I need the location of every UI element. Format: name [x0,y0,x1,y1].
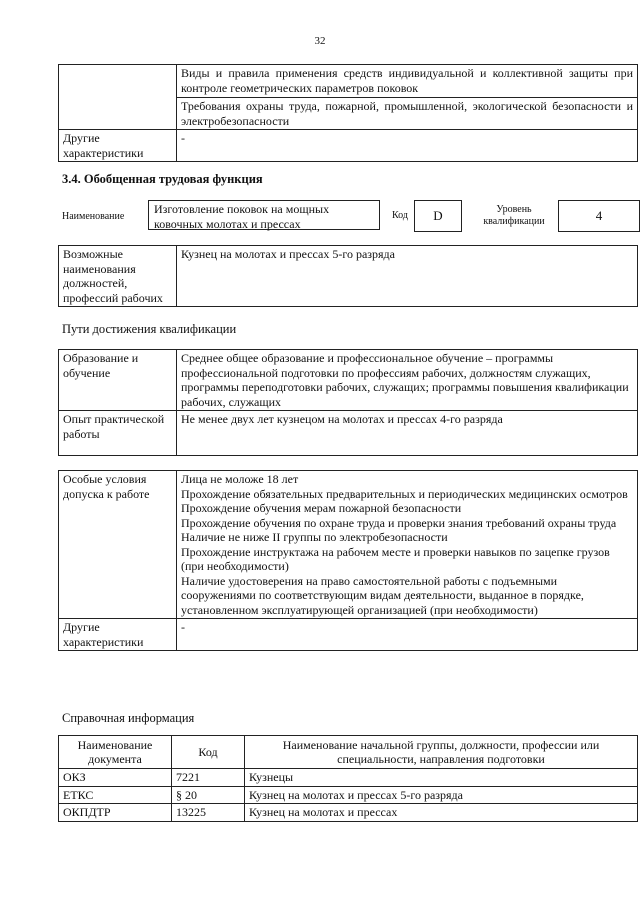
table-cell: ОКПДТР [59,804,172,822]
admission-item: Прохождение обучения по охране труда и проверки знания требований охраны труда [181,515,617,530]
table-cell: 13225 [172,804,245,822]
top-table [58,64,638,162]
level-label: Уровень квалификации [483,204,545,227]
table-cell: Виды и правила применения средств индивидуальной и коллективной защиты при контроле геометрических параметров поковок [177,65,638,98]
admission-items [177,471,638,619]
code-label: Код [392,210,408,221]
admission-label: Особые условия допуска к работе [59,471,177,619]
table-cell: 7221 [172,769,245,787]
table-cell: § 20 [172,786,245,804]
reference-table [58,735,638,822]
admission-item: Прохождение обязательных предварительных и периодических медицинских осмотров [181,486,628,501]
table-row [59,130,638,162]
function-name-box [148,200,380,230]
other-characteristics-value: - [177,130,638,162]
admission-item: Прохождение обучения мерам пожарной безопасности [181,501,462,515]
other-characteristics-label: Другие характеристики [59,130,177,162]
reference-title: Справочная информация [62,711,195,725]
table-cell: ЕТКС [59,786,172,804]
admission-other-value: - [177,619,638,651]
table-row [59,619,638,651]
admission-other-label: Другие характеристики [59,619,177,651]
table-cell: Требования охраны труда, пожарной, промышленной, экологической безопасности и электробезопасности [177,98,638,130]
table-row [59,786,638,804]
table-row [59,65,638,98]
admission-item: Прохождение инструктажа на рабочем месте и проверки навыков по зацепке грузов (при необходимости) [181,544,610,573]
education-table [58,349,638,456]
header-doc-name: Наименование документа [59,736,172,769]
table-row [59,471,638,619]
function-name-value: Изготовление поковок на мощных ковочных молотах и прессах [154,202,330,231]
level-value: 4 [595,208,603,223]
name-label: Наименование [62,211,125,222]
positions-label: Возможные наименования должностей, профессий рабочих [59,246,177,307]
code-box [414,200,462,232]
section-title: 3.4. Обобщенная трудовая функция [62,172,263,186]
table-header-row [59,736,638,769]
table-row [59,246,638,307]
admission-item: Лица не моложе 18 лет [181,472,299,486]
admission-item: Наличие не ниже II группы по электробезопасности [181,530,448,544]
level-box [558,200,640,232]
experience-label: Опыт практической работы [59,411,177,456]
positions-table [58,245,638,307]
code-value: D [433,208,443,223]
education-label: Образование и обучение [59,350,177,411]
table-row [59,411,638,456]
table-row [59,804,638,822]
header-code: Код [172,736,245,769]
table-cell: ОКЗ [59,769,172,787]
experience-value: Не менее двух лет кузнецом на молотах и прессах 4-го разряда [177,411,638,456]
page-number: 32 [314,35,326,47]
empty-label-cell [59,65,177,130]
table-cell: Кузнецы [245,769,638,787]
table-row [59,350,638,411]
table-cell: Кузнец на молотах и прессах 5-го разряда [245,786,638,804]
table-cell: Кузнец на молотах и прессах [245,804,638,822]
education-value: Среднее общее образование и профессиональное обучение – программы профессиональной подготовки по профессиям рабочих, должностям служащих, программы переподготовки рабочих, служащих; программы повышения квалификации рабочих, служащих [177,350,638,411]
admission-item: Наличие удостоверения на право самостоятельной работы с подъемными сооружениями по соответствующим видам деятельности, выданное в порядке, установленном эксплуатирующей организацией (при необходимости) [181,573,584,617]
admission-table [58,470,638,651]
table-row [59,769,638,787]
header-profession: Наименование начальной группы, должности, профессии или специальности, направления подготовки [245,736,638,769]
positions-value: Кузнец на молотах и прессах 5-го разряда [177,246,638,307]
qualification-paths-title: Пути достижения квалификации [62,322,237,336]
